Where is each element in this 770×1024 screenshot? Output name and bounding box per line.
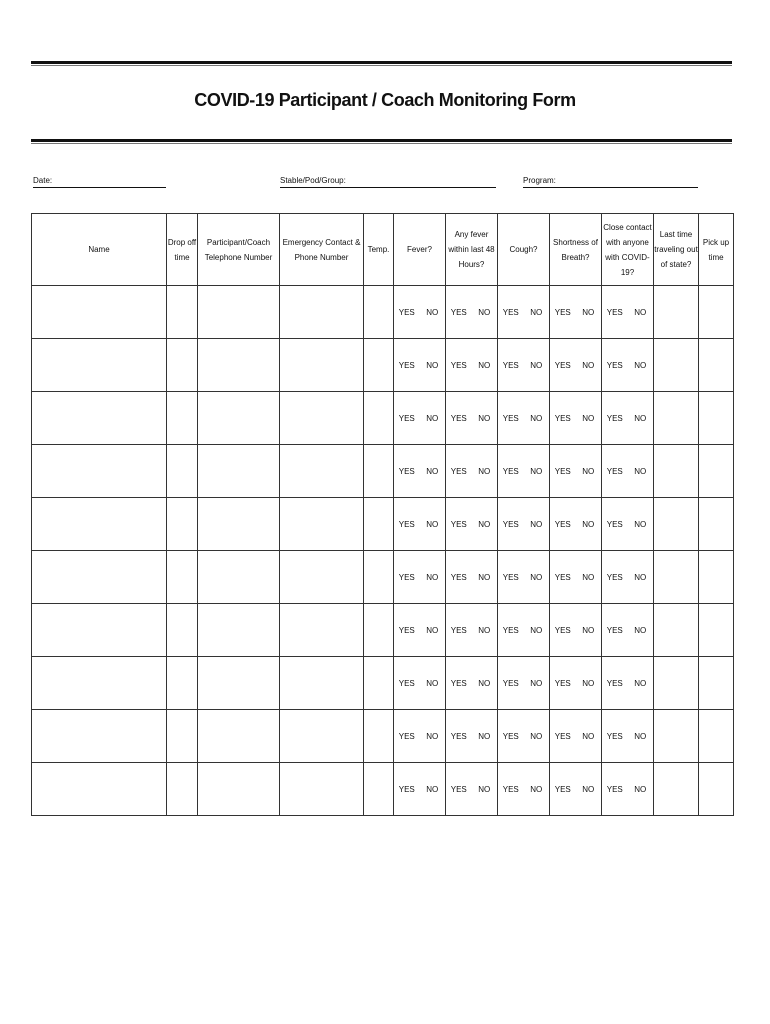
header-cough: Cough? — [498, 214, 550, 286]
dropoff-cell[interactable] — [167, 445, 198, 498]
temp-cell[interactable] — [364, 710, 394, 763]
travel-cell[interactable] — [654, 339, 699, 392]
contact-no-option[interactable]: NO — [628, 710, 654, 763]
pickup-cell[interactable] — [699, 498, 734, 551]
header-row — [32, 214, 734, 286]
travel-cell[interactable] — [654, 710, 699, 763]
temp-cell[interactable] — [364, 604, 394, 657]
name-cell[interactable] — [32, 710, 167, 763]
name-cell[interactable] — [32, 445, 167, 498]
fever-no-option[interactable]: NO — [420, 551, 446, 604]
temp-cell[interactable] — [364, 657, 394, 710]
travel-cell[interactable] — [654, 551, 699, 604]
contact-no-option[interactable]: NO — [628, 657, 654, 710]
contact-no-option[interactable]: NO — [628, 445, 654, 498]
fever-no-option[interactable]: NO — [420, 604, 446, 657]
contact-yes-option[interactable]: YES — [602, 392, 628, 445]
shortness-yes-option[interactable]: YES — [550, 551, 576, 604]
shortness-no-option[interactable]: NO — [576, 604, 602, 657]
fever-yes-option[interactable]: YES — [394, 657, 420, 710]
fever-yes-option[interactable]: YES — [394, 710, 420, 763]
shortness-no-option[interactable]: NO — [576, 763, 602, 816]
cough-no-option[interactable]: NO — [524, 763, 550, 816]
table-row — [32, 710, 734, 763]
pickup-cell[interactable] — [699, 657, 734, 710]
header-contact: Close contact with anyone with COVID-19? — [602, 214, 654, 286]
pickup-cell[interactable] — [699, 604, 734, 657]
bottom-rule — [31, 139, 732, 142]
temp-cell[interactable] — [364, 763, 394, 816]
dropoff-cell[interactable] — [167, 339, 198, 392]
name-cell[interactable] — [32, 604, 167, 657]
program-line — [523, 187, 698, 188]
form-title: COVID-19 Participant / Coach Monitoring Form — [194, 90, 576, 110]
telephone-cell[interactable] — [198, 657, 280, 710]
fever48-yes-option[interactable]: YES — [446, 392, 472, 445]
name-cell[interactable] — [32, 392, 167, 445]
fever-yes-option[interactable]: YES — [394, 392, 420, 445]
shortness-no-option[interactable]: NO — [576, 710, 602, 763]
fever-no-option[interactable]: NO — [420, 286, 446, 339]
fever48-yes-option[interactable]: YES — [446, 498, 472, 551]
cough-yes-option[interactable]: YES — [498, 551, 524, 604]
header-temp: Temp. — [364, 214, 394, 286]
table-row — [32, 551, 734, 604]
telephone-cell[interactable] — [198, 604, 280, 657]
emergency-cell[interactable] — [280, 498, 364, 551]
temp-cell[interactable] — [364, 498, 394, 551]
telephone-cell[interactable] — [198, 763, 280, 816]
fever48-no-option[interactable]: NO — [472, 710, 498, 763]
contact-yes-option[interactable]: YES — [602, 445, 628, 498]
cough-no-option[interactable]: NO — [524, 551, 550, 604]
telephone-cell[interactable] — [198, 445, 280, 498]
travel-cell[interactable] — [654, 445, 699, 498]
cough-no-option[interactable]: NO — [524, 710, 550, 763]
emergency-cell[interactable] — [280, 763, 364, 816]
fever48-yes-option[interactable]: YES — [446, 763, 472, 816]
telephone-cell[interactable] — [198, 339, 280, 392]
dropoff-cell[interactable] — [167, 498, 198, 551]
contact-yes-option[interactable]: YES — [602, 286, 628, 339]
fever-yes-option[interactable]: YES — [394, 286, 420, 339]
table-row — [32, 498, 734, 551]
fever48-yes-option[interactable]: YES — [446, 604, 472, 657]
contact-yes-option[interactable]: YES — [602, 763, 628, 816]
fever48-no-option[interactable]: NO — [472, 445, 498, 498]
fever48-no-option[interactable]: NO — [472, 604, 498, 657]
name-cell[interactable] — [32, 498, 167, 551]
shortness-yes-option[interactable]: YES — [550, 657, 576, 710]
fever-no-option[interactable]: NO — [420, 710, 446, 763]
fever48-yes-option[interactable]: YES — [446, 710, 472, 763]
date-label: Date: — [33, 176, 53, 185]
shortness-no-option[interactable]: NO — [576, 551, 602, 604]
table-row — [32, 392, 734, 445]
contact-yes-option[interactable]: YES — [602, 604, 628, 657]
fever48-no-option[interactable]: NO — [472, 657, 498, 710]
cough-no-option[interactable]: NO — [524, 657, 550, 710]
contact-yes-option[interactable]: YES — [602, 339, 628, 392]
shortness-no-option[interactable]: NO — [576, 498, 602, 551]
shortness-yes-option[interactable]: YES — [550, 763, 576, 816]
header-shortness: Shortness of Breath? — [550, 214, 602, 286]
dropoff-cell[interactable] — [167, 763, 198, 816]
dropoff-cell[interactable] — [167, 392, 198, 445]
name-cell[interactable] — [32, 286, 167, 339]
cough-no-option[interactable]: NO — [524, 339, 550, 392]
stable-label: Stable/Pod/Group: — [280, 176, 346, 185]
pickup-cell[interactable] — [699, 286, 734, 339]
pickup-cell[interactable] — [699, 763, 734, 816]
contact-yes-option[interactable]: YES — [602, 498, 628, 551]
fever-no-option[interactable]: NO — [420, 445, 446, 498]
dropoff-cell[interactable] — [167, 710, 198, 763]
cough-no-option[interactable]: NO — [524, 286, 550, 339]
emergency-cell[interactable] — [280, 339, 364, 392]
cough-yes-option[interactable]: YES — [498, 392, 524, 445]
shortness-no-option[interactable]: NO — [576, 286, 602, 339]
fever48-no-option[interactable]: NO — [472, 763, 498, 816]
table-row — [32, 657, 734, 710]
travel-cell[interactable] — [654, 498, 699, 551]
shortness-yes-option[interactable]: YES — [550, 445, 576, 498]
travel-cell[interactable] — [654, 657, 699, 710]
fever-yes-option[interactable]: YES — [394, 445, 420, 498]
temp-cell[interactable] — [364, 445, 394, 498]
emergency-cell[interactable] — [280, 710, 364, 763]
contact-yes-option[interactable]: YES — [602, 710, 628, 763]
shortness-yes-option[interactable]: YES — [550, 710, 576, 763]
cough-yes-option[interactable]: YES — [498, 604, 524, 657]
dropoff-cell[interactable] — [167, 657, 198, 710]
fever48-no-option[interactable]: NO — [472, 551, 498, 604]
fever-yes-option[interactable]: YES — [394, 339, 420, 392]
fever48-no-option[interactable]: NO — [472, 286, 498, 339]
fever48-no-option[interactable]: NO — [472, 498, 498, 551]
shortness-yes-option[interactable]: YES — [550, 604, 576, 657]
contact-no-option[interactable]: NO — [628, 551, 654, 604]
pickup-cell[interactable] — [699, 445, 734, 498]
name-cell[interactable] — [32, 551, 167, 604]
header-dropoff: Drop off time — [167, 214, 198, 286]
fever-no-option[interactable]: NO — [420, 657, 446, 710]
fever48-yes-option[interactable]: YES — [446, 657, 472, 710]
emergency-cell[interactable] — [280, 657, 364, 710]
pickup-cell[interactable] — [699, 710, 734, 763]
cough-no-option[interactable]: NO — [524, 392, 550, 445]
fever-no-option[interactable]: NO — [420, 339, 446, 392]
contact-no-option[interactable]: NO — [628, 604, 654, 657]
cough-yes-option[interactable]: YES — [498, 339, 524, 392]
fever-yes-option[interactable]: YES — [394, 763, 420, 816]
pickup-cell[interactable] — [699, 551, 734, 604]
fever-no-option[interactable]: NO — [420, 392, 446, 445]
shortness-yes-option[interactable]: YES — [550, 339, 576, 392]
emergency-cell[interactable] — [280, 604, 364, 657]
dropoff-cell[interactable] — [167, 604, 198, 657]
temp-cell[interactable] — [364, 339, 394, 392]
top-rule-thin — [31, 65, 732, 66]
program-label: Program: — [523, 176, 556, 185]
monitoring-table — [31, 213, 734, 816]
cough-yes-option[interactable]: YES — [498, 657, 524, 710]
telephone-cell[interactable] — [198, 710, 280, 763]
shortness-yes-option[interactable]: YES — [550, 498, 576, 551]
emergency-cell[interactable] — [280, 445, 364, 498]
temp-cell[interactable] — [364, 286, 394, 339]
fever-no-option[interactable]: NO — [420, 763, 446, 816]
table-row — [32, 604, 734, 657]
name-cell[interactable] — [32, 763, 167, 816]
fever-yes-option[interactable]: YES — [394, 498, 420, 551]
date-line — [33, 187, 166, 188]
temp-cell[interactable] — [364, 392, 394, 445]
cough-yes-option[interactable]: YES — [498, 763, 524, 816]
cough-yes-option[interactable]: YES — [498, 445, 524, 498]
telephone-cell[interactable] — [198, 392, 280, 445]
name-cell[interactable] — [32, 339, 167, 392]
cough-no-option[interactable]: NO — [524, 498, 550, 551]
dropoff-cell[interactable] — [167, 551, 198, 604]
shortness-no-option[interactable]: NO — [576, 445, 602, 498]
cough-yes-option[interactable]: YES — [498, 498, 524, 551]
header-name: Name — [32, 214, 167, 286]
shortness-yes-option[interactable]: YES — [550, 286, 576, 339]
contact-no-option[interactable]: NO — [628, 392, 654, 445]
dropoff-cell[interactable] — [167, 286, 198, 339]
header-travel: Last time traveling out of state? — [654, 214, 699, 286]
pickup-cell[interactable] — [699, 339, 734, 392]
fever48-no-option[interactable]: NO — [472, 339, 498, 392]
table-row — [32, 339, 734, 392]
telephone-cell[interactable] — [198, 498, 280, 551]
header-telephone: Participant/Coach Telephone Number — [198, 214, 280, 286]
fever48-yes-option[interactable]: YES — [446, 286, 472, 339]
shortness-no-option[interactable]: NO — [576, 392, 602, 445]
table-row — [32, 763, 734, 816]
contact-yes-option[interactable]: YES — [602, 551, 628, 604]
fever48-no-option[interactable]: NO — [472, 392, 498, 445]
pickup-cell[interactable] — [699, 392, 734, 445]
cough-no-option[interactable]: NO — [524, 604, 550, 657]
header-fever: Fever? — [394, 214, 446, 286]
shortness-yes-option[interactable]: YES — [550, 392, 576, 445]
contact-no-option[interactable]: NO — [628, 339, 654, 392]
header-pickup: Pick up time — [699, 214, 734, 286]
emergency-cell[interactable] — [280, 286, 364, 339]
table-row — [32, 445, 734, 498]
shortness-no-option[interactable]: NO — [576, 339, 602, 392]
temp-cell[interactable] — [364, 551, 394, 604]
travel-cell[interactable] — [654, 763, 699, 816]
contact-no-option[interactable]: NO — [628, 498, 654, 551]
header-emergency: Emergency Contact & Phone Number — [280, 214, 364, 286]
cough-no-option[interactable]: NO — [524, 445, 550, 498]
telephone-cell[interactable] — [198, 551, 280, 604]
fever-no-option[interactable]: NO — [420, 498, 446, 551]
travel-cell[interactable] — [654, 286, 699, 339]
bottom-rule-thin — [31, 143, 732, 144]
header-fever48: Any fever within last 48 Hours? — [446, 214, 498, 286]
table-row — [32, 286, 734, 339]
fever48-yes-option[interactable]: YES — [446, 551, 472, 604]
fever48-yes-option[interactable]: YES — [446, 339, 472, 392]
travel-cell[interactable] — [654, 392, 699, 445]
travel-cell[interactable] — [654, 604, 699, 657]
cough-yes-option[interactable]: YES — [498, 710, 524, 763]
top-rule — [31, 61, 732, 64]
telephone-cell[interactable] — [198, 286, 280, 339]
name-cell[interactable] — [32, 657, 167, 710]
contact-no-option[interactable]: NO — [628, 286, 654, 339]
cough-yes-option[interactable]: YES — [498, 286, 524, 339]
shortness-no-option[interactable]: NO — [576, 657, 602, 710]
fever-yes-option[interactable]: YES — [394, 604, 420, 657]
contact-yes-option[interactable]: YES — [602, 657, 628, 710]
stable-line — [280, 187, 496, 188]
emergency-cell[interactable] — [280, 551, 364, 604]
contact-no-option[interactable]: NO — [628, 763, 654, 816]
fever-yes-option[interactable]: YES — [394, 551, 420, 604]
fever48-yes-option[interactable]: YES — [446, 445, 472, 498]
emergency-cell[interactable] — [280, 392, 364, 445]
